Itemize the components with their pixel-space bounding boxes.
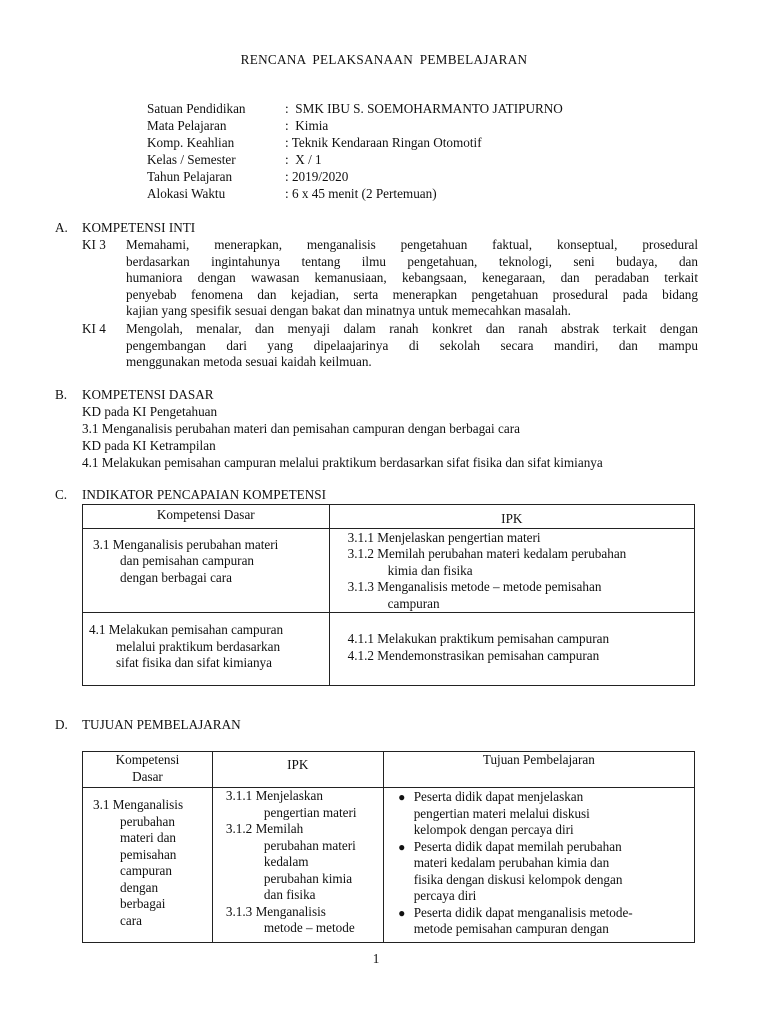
- kd-text-line: sifat fisika dan sifat kimianya: [116, 655, 273, 670]
- kd-text-line: berbagai: [120, 896, 166, 911]
- ki3-code: KI 3: [82, 237, 106, 252]
- ipk-line: kimia dan fisika: [387, 562, 473, 578]
- ipk-cell: [212, 788, 383, 943]
- ipk-line: dan fisika: [263, 887, 316, 902]
- ipk-line: perubahan kimia: [263, 870, 353, 886]
- goal-line: kelompok dengan percaya diri: [413, 822, 574, 837]
- kd-line: KD pada KI Pengetahuan: [82, 404, 218, 419]
- ki-line: Mengolah, menalar, dan menyaji dalam ranah konkret dan ranah abstrak terkait dengan: [126, 321, 698, 336]
- identity-label: Satuan Pendidikan: [147, 101, 246, 116]
- kd-text-line: melalui praktikum berdasarkan: [116, 638, 281, 654]
- ki-line: menggunakan metoda sesuai kaidah keilmuan.: [126, 354, 372, 369]
- identity-value: : 2019/2020: [285, 169, 349, 184]
- goal-text: [414, 789, 590, 839]
- goal-line: fisika dengan diskusi kelompok dengan: [413, 871, 623, 887]
- ipk-cell: [329, 613, 694, 686]
- ipk-line: 3.1.3 Menganalisis metode – metode pemisahan: [347, 579, 602, 594]
- ipk-line: 3.1.2 Memilah: [225, 821, 304, 836]
- identity-row: [147, 135, 563, 152]
- identity-row: [147, 186, 563, 203]
- ki4-block: [82, 321, 698, 371]
- kd-cell: [83, 613, 330, 686]
- identity-value: : SMK IBU S. SOEMOHARMANTO JATIPURNO: [285, 101, 563, 116]
- goal-line: pengertian materi melalui diskusi: [413, 805, 590, 821]
- goal-line: Peserta didik dapat menjelaskan: [413, 789, 584, 804]
- identity-row: [147, 118, 563, 135]
- section-d-title: TUJUAN PEMBELAJARAN: [82, 717, 241, 732]
- ipk-line: 3.1.1 Menjelaskan pengertian materi: [347, 529, 541, 545]
- kd-text-line: 3.1 Menganalisis: [93, 797, 184, 812]
- identity-row: [147, 152, 563, 169]
- header-line: Dasar: [132, 768, 163, 784]
- section-a-heading: [55, 220, 195, 237]
- ipk-line: 4.1.2 Mendemonstrasikan pemisahan campuran: [347, 647, 600, 663]
- kd-text-line: dengan berbagai cara: [120, 569, 233, 585]
- goal-text: [414, 839, 623, 905]
- bullet-icon: ●: [398, 790, 406, 804]
- ipk-table: [82, 504, 695, 686]
- ki-line: berdasarkan ingintahunya tentang ilmu pengetahuan, teknologi, seni budaya, dan: [126, 253, 698, 269]
- ki-line: humaniora dengan wawasan kemanusiaan, kebangsaan, kenegaraan, dan peradaban terkait: [126, 270, 698, 285]
- goal-line: materi kedalam perubahan kimia dan: [413, 855, 610, 870]
- section-c-letter: C.: [55, 487, 68, 502]
- kd-list: [82, 404, 722, 472]
- table-row: [83, 528, 695, 613]
- ipk-line: 3.1.3 Menganalisis: [225, 903, 326, 919]
- ipk-header-kd: Kompetensi Dasar: [83, 505, 330, 529]
- goal-item: [390, 839, 688, 905]
- ki4-code: KI 4: [82, 321, 106, 336]
- goal-line: percaya diri: [413, 888, 477, 903]
- identity-label: Alokasi Waktu: [147, 186, 226, 201]
- section-b-title: KOMPETENSI DASAR: [82, 387, 214, 402]
- goal-item: [390, 905, 688, 938]
- ipk-line: campuran: [387, 595, 440, 611]
- goal-line: Peserta didik dapat menganalisis metode-: [413, 904, 633, 920]
- page-number: 1: [372, 951, 380, 966]
- identity-label: Komp. Keahlian: [147, 135, 235, 150]
- kd-text-line: campuran: [120, 863, 172, 878]
- goal-line: metode pemisahan campuran dengan: [413, 921, 609, 936]
- ki3-text: [126, 237, 698, 320]
- kd-text-line: dengan: [120, 879, 159, 895]
- section-c-title: INDIKATOR PENCAPAIAN KOMPETENSI: [82, 487, 326, 502]
- section-a-title: KOMPETENSI INTI: [82, 220, 196, 235]
- identity-label: Kelas / Semester: [147, 152, 236, 167]
- ipk-line: 4.1.1 Melakukan praktikum pemisahan campuran: [347, 631, 610, 646]
- header-line: Kompetensi: [115, 752, 180, 767]
- kd-line: 3.1 Menganalisis perubahan materi dan pemisahan campuran dengan berbagai cara: [82, 421, 520, 436]
- section-b-letter: B.: [55, 387, 68, 402]
- section-a-letter: A.: [55, 220, 68, 235]
- ipk-line: 3.1.1 Menjelaskan: [225, 788, 323, 803]
- kd-text-line: materi dan: [120, 830, 177, 845]
- kd-cell: [83, 528, 330, 613]
- identity-value: : Teknik Kendaraan Ringan Otomotif: [285, 135, 482, 150]
- ki-line: kajian yang spesifik sesuai dengan bakat dan minatnya untuk memecahkan masalah.: [126, 303, 571, 318]
- goal-line: Peserta didik dapat memilah perubahan: [413, 838, 622, 854]
- goal-text: [414, 905, 633, 938]
- section-d-letter: D.: [55, 717, 68, 732]
- bullet-icon: ●: [398, 839, 406, 854]
- tujuan-table-header: [83, 752, 695, 788]
- tujuan-table: [82, 751, 695, 943]
- kd-text-line: 4.1 Melakukan pemisahan campuran: [89, 622, 284, 637]
- kd-line: KD pada KI Ketrampilan: [82, 438, 216, 453]
- ipk-header-ipk: IPK: [329, 505, 694, 529]
- identity-table: [147, 101, 563, 203]
- kd-line: 4.1 Melakukan pemisahan campuran melalui praktikum berdasarkan sifat fisika dan sifat kimianya: [82, 455, 603, 470]
- kd-cell: [83, 788, 213, 943]
- identity-value: : 6 x 45 menit (2 Pertemuan): [285, 186, 437, 201]
- ki-line: pengembangan dari yang dipelaajarinya di sekolah secara mandiri, dan mampu: [126, 337, 698, 353]
- ki-line: Memahami, menerapkan, menganalisis pengetahuan faktual, konseptual, prosedural: [126, 237, 698, 252]
- tujuan-header-kd: [83, 752, 213, 788]
- ipk-line: 3.1.2 Memilah perubahan materi kedalam perubahan: [347, 546, 627, 561]
- identity-label: Tahun Pelajaran: [147, 169, 233, 184]
- ipk-table-header: [83, 505, 695, 529]
- ipk-line: perubahan materi: [263, 837, 356, 853]
- document-title: RENCANA PELAKSANAAN PEMBELAJARAN: [240, 52, 528, 67]
- identity-label: Mata Pelajaran: [147, 118, 227, 133]
- section-c-heading: [55, 487, 326, 504]
- ki3-block: [82, 237, 698, 320]
- kd-text-line: perubahan: [120, 813, 175, 829]
- goal-item: [390, 789, 688, 839]
- ki4-text: [126, 321, 698, 371]
- ipk-line: pengertian materi: [263, 804, 357, 820]
- goal-cell: [383, 788, 694, 943]
- kd-text-line: pemisahan: [120, 846, 177, 862]
- bullet-icon: ●: [398, 905, 406, 920]
- ipk-cell: [329, 528, 694, 613]
- section-d-heading: [55, 717, 241, 734]
- tujuan-header-ipk: IPK: [212, 752, 383, 788]
- kd-text-line: cara: [120, 912, 142, 928]
- table-row: [83, 613, 695, 686]
- kd-text-line: 3.1 Menganalisis perubahan materi: [93, 536, 279, 552]
- identity-row: [147, 101, 563, 118]
- table-row: [83, 788, 695, 943]
- ki-line: penyebab fenomena dan kejadian, serta menerapkan pengetahuan prosedural pada bidang: [126, 286, 698, 302]
- identity-value: : Kimia: [285, 118, 329, 133]
- identity-row: [147, 169, 563, 186]
- ipk-line: metode – metode: [263, 920, 355, 935]
- tujuan-header-goal: Tujuan Pembelajaran: [383, 752, 694, 788]
- ipk-line: kedalam: [263, 854, 309, 869]
- section-b-heading: [55, 387, 214, 404]
- kd-text-line: dan pemisahan campuran: [120, 553, 255, 568]
- identity-value: : X / 1: [285, 152, 322, 167]
